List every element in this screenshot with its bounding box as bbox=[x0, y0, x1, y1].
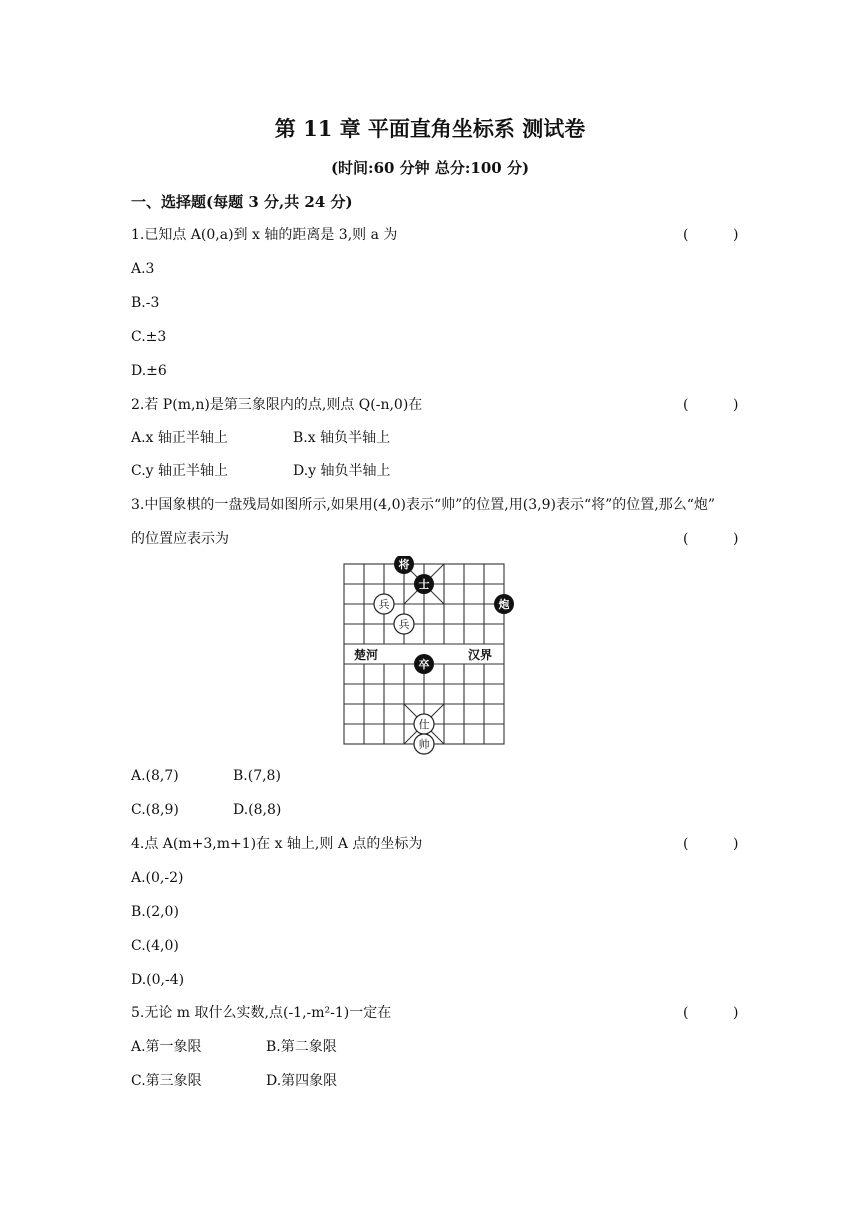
question-1-stem: 1.已知点 A(0,a)到 x 轴的距离是 3,则 a 为 bbox=[131, 227, 398, 243]
q5-option-d: D.第四象限 bbox=[266, 1073, 338, 1089]
exam-info: (时间:60 分钟 总分:100 分) bbox=[330, 159, 530, 177]
q2-option-b: B.x 轴负半轴上 bbox=[293, 430, 391, 446]
piece-bing-1: 兵 bbox=[378, 598, 390, 611]
q2-option-c: C.y 轴正半轴上 bbox=[131, 463, 229, 479]
answer-paren-3: ( ) bbox=[683, 531, 739, 547]
question-5-stem: 5.无论 m 取什么实数,点(-1,-m²-1)一定在 bbox=[131, 1005, 392, 1021]
q3-option-c: C.(8,9) bbox=[131, 802, 179, 818]
section-heading: 一、选择题(每题 3 分,共 24 分) bbox=[131, 193, 353, 211]
piece-shi-red: 仕 bbox=[418, 718, 430, 731]
q4-option-b: B.(2,0) bbox=[131, 904, 179, 920]
q5-option-b: B.第二象限 bbox=[266, 1039, 337, 1055]
piece-jiang: 将 bbox=[398, 558, 410, 571]
q1-option-d: D.±6 bbox=[131, 363, 167, 379]
q1-option-c: C.±3 bbox=[131, 329, 167, 345]
q5-option-a: A.第一象限 bbox=[131, 1039, 202, 1055]
piece-shuai: 帅 bbox=[418, 738, 430, 751]
question-3-stem-line2: 的位置应表示为 bbox=[131, 531, 229, 547]
q1-option-a: A.3 bbox=[131, 261, 155, 277]
piece-zu: 卒 bbox=[418, 658, 430, 671]
river-left-label: 楚河 bbox=[354, 648, 379, 662]
q3-option-b: B.(7,8) bbox=[233, 768, 281, 784]
q4-option-c: C.(4,0) bbox=[131, 938, 179, 954]
chess-board-figure bbox=[330, 556, 530, 764]
q1-option-b: B.-3 bbox=[131, 295, 160, 311]
question-4-stem: 4.点 A(m+3,m+1)在 x 轴上,则 A 点的坐标为 bbox=[131, 836, 423, 852]
q3-option-a: A.(8,7) bbox=[131, 768, 179, 784]
q4-option-d: D.(0,-4) bbox=[131, 972, 185, 988]
piece-shi-black: 士 bbox=[418, 578, 430, 591]
answer-paren-2: ( ) bbox=[683, 397, 739, 413]
q5-option-c: C.第三象限 bbox=[131, 1073, 202, 1089]
piece-bing-2: 兵 bbox=[398, 618, 410, 631]
piece-pao: 炮 bbox=[498, 598, 510, 611]
page-title: 第 11 章 平面直角坐标系 测试卷 bbox=[274, 116, 586, 141]
river-right-label: 汉界 bbox=[468, 648, 493, 662]
q2-option-a: A.x 轴正半轴上 bbox=[131, 430, 228, 446]
q2-option-d: D.y 轴负半轴上 bbox=[293, 463, 391, 479]
q3-option-d: D.(8,8) bbox=[233, 802, 282, 818]
answer-paren-4: ( ) bbox=[683, 836, 739, 852]
q4-option-a: A.(0,-2) bbox=[131, 870, 184, 886]
answer-paren-1: ( ) bbox=[683, 227, 739, 243]
question-2-stem: 2.若 P(m,n)是第三象限内的点,则点 Q(-n,0)在 bbox=[131, 397, 423, 413]
answer-paren-5: ( ) bbox=[683, 1005, 739, 1021]
question-3-stem-line1: 3.中国象棋的一盘残局如图所示,如果用(4,0)表示“帅”的位置,用(3,9)表示“将”的位置,那么“炮” bbox=[131, 497, 716, 513]
